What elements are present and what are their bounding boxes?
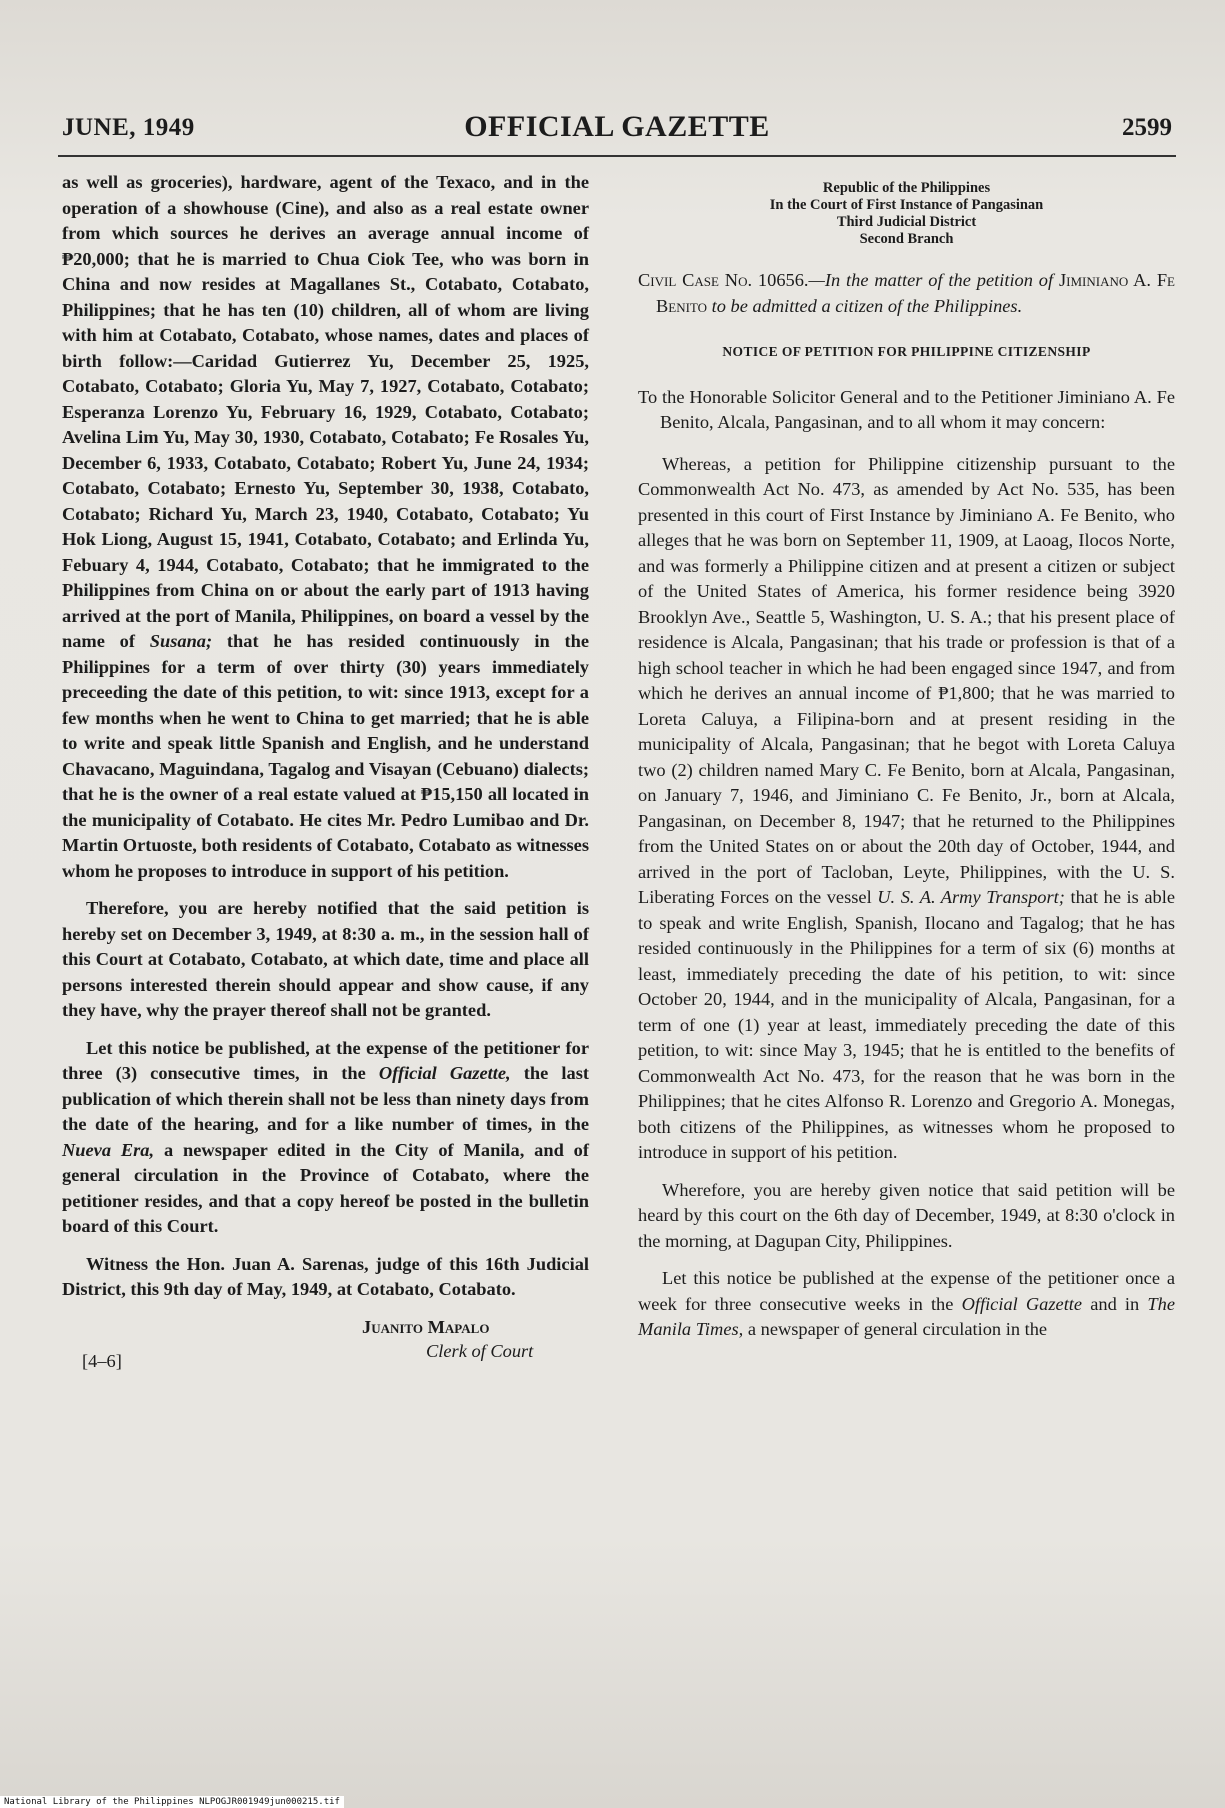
case-caption: Civil Case No. 10656.—In the matter of the petition of Jiminiano A. Fe Benito to be admitted a citizen of the Philippines. (638, 270, 1175, 316)
signer-title: Clerk of Court (426, 1340, 534, 1361)
notice-title: NOTICE OF PETITION FOR PHILIPPINE CITIZENSHIP (722, 344, 1091, 359)
signature-block (62, 1315, 589, 1371)
header-rule (58, 155, 1176, 157)
publication-dates: [4–6] (82, 1350, 122, 1371)
left-paragraph-2: Therefore, you are hereby notified that the said petition is hereby set on December 3, 1949, at 8:30 a. m., in the session hall of this Court at Cotabato, Cotabato, at which date, time and place all persons interested therein should appear and show cause, if any they have, why the prayer thereof shall not be granted. (62, 898, 589, 1020)
left-paragraph-1: as well as groceries), hardware, agent of the Texaco, and in the operation of a showhouse (Cine), and also as a real estate owner from which sources he derives an average annual income of ₱20,000; that he is married to Chua Ciok Tee, who was born in China and now resides at Magallanes St., Cotabato, Cotabato, Philippines; that he has ten (10) children, all of whom are living with him at Cotabato, Cotabato, whose names, dates and places of birth follow:—Caridad Gutierrez Yu, December 25, 1925, Cotabato, Cotabato; Gloria Yu, May 7, 1927, Cotabato, Cotabato; Esperanza Lorenzo Yu, February 16, 1929, Cotabato, Cotabato; Avelina Lim Yu, May 30, 1930, Cotabato, Cotabato; Fe Rosales Yu, December 6, 1933, Cotabato, Cotabato; Robert Yu, June 24, 1934; Cotabato, Cotabato; Ernesto Yu, September 30, 1938, Cotabato, Cotabato; Richard Yu, March 23, 1940, Cotabato, Cotabato; Yu Hok Liong, August 15, 1941, Cotabato, Cotabato; and Erlinda Yu, Febuary 4, 1944, Cotabato, Cotabato; that he immigrated to the Philippines from China on or about the early part of 1913 having arrived at the port of Manila, Philippines, on board a vessel by the name of Susana; that he has resided continuously in the Philippines for a term of over thirty (30) years immediately preceeding the date of this petition, to wit: since 1913, except for a few months when he went to China to get married; that he is able to write and speak little Spanish and English, and he understand Chavacano, Maguindana, Tagalog and Visayan (Cebuano) dialects; that he is the owner of a real estate valued at ₱15,150 all located in the municipality of Cotabato. He cites Mr. Pedro Lumibao and Dr. Martin Ortuoste, both residents of Cotabato, Cotabato as witnesses whom he proposes to introduce in support of his petition. (62, 172, 589, 881)
signer-name: Juanito Mapalo (362, 1316, 490, 1337)
publication-title: OFFICIAL GAZETTE (464, 110, 770, 143)
issue-date: JUNE, 1949 (62, 114, 195, 141)
court-heading: Republic of the Philippines In the Court of First Instance of Pangasinan Third Judicial District Second Branch (769, 180, 1044, 247)
left-column (62, 170, 589, 1371)
page-header (62, 108, 1172, 148)
scan-footer: National Library of the Philippines NLPOGJR001949jun000215.tif (0, 1796, 344, 1808)
right-paragraph-1: Whereas, a petition for Philippine citizenship pursuant to the Commonwealth Act No. 473, as amended by Act No. 535, has been presented in this court of First Instance by Jiminiano A. Fe Benito, who alleges that he was born on September 11, 1909, at Laoag, Ilocos Norte, and was formerly a Philippine citizen and at present a citizen or subject of the United States of America, his former residence being 3920 Brooklyn Ave., Seattle 5, Washington, U. S. A.; that his present place of residence is Alcala, Pangasinan; that his trade or profession is that of a high school teacher in which he had been engaged since 1947, and from which he derives an annual income of ₱1,800; that he was married to Loreta Caluya, a Filipina-born and at present residing in the municipality of Alcala, Pangasinan; that he begot with Loreta Caluya two (2) children named Mary C. Fe Benito, born at Alcala, Pangasinan, on January 7, 1946, and Jiminiano C. Fe Benito, Jr., born at Alcala, Pangasinan, on December 8, 1947; that he returned to the Philippines from the United States on or about the 20th day of October, 1944, and arrived in the port of Tacloban, Leyte, Philippines, with the U. S. Liberating Forces on the vessel U. S. A. Army Transport; that he is able to speak and write English, Spanish, Ilocano and Tagalog; that he has resided continuously in the Philippines for a term of six (6) months at least, immediately preceding the date of his petition, to wit: since October 20, 1944, and in the municipality of Alcala, Pangasinan, for a term of one (1) year at least, immediately preceding the date of this petition, to wit: since May 3, 1945; that he is entitled to the benefits of Commonwealth Act No. 473, for the reason that he was born in the Philippines; that he cites Alfonso R. Lorenzo and Gregorio A. Monegas, both citizens of the Philippines, as witnesses whom he proposed to introduce in support of his petition. (638, 453, 1176, 1162)
page-number: 2599 (1122, 114, 1172, 141)
left-paragraph-3: Let this notice be published, at the expense of the petitioner for three (3) consecutive times, in the Official Gazette, the last publication of which therein shall not be less than ninety days from the date of the hearing, and for a like number of times, in the Nueva Era, a newspaper edited in the City of Manila, and of general circulation in the Province of Cotabato, where the petitioner resides, and that a copy hereof be posted in the bulletin board of this Court. (62, 1037, 589, 1236)
left-paragraph-4: Witness the Hon. Juan A. Sarenas, judge of this 16th Judicial District, this 9th day of May, 1949, at Cotabato, Cotabato. (62, 1253, 589, 1299)
right-paragraph-3: Let this notice be published at the expense of the petitioner once a week for three consecutive weeks in the Official Gazette and in The Manila Times, a newspaper of general circulation in the (638, 1268, 1175, 1339)
right-paragraph-2: Wherefore, you are hereby given notice that said petition will be heard by this court on the 6th day of December, 1949, at 8:30 o'clock in the morning, at Dagupan City, Philippines. (638, 1179, 1175, 1251)
notice-address: To the Honorable Solicitor General and to the Petitioner Jiminiano A. Fe Benito, Alcala, Pangasinan, and to all whom it may concern: (638, 386, 1175, 432)
right-column (638, 170, 1175, 1355)
